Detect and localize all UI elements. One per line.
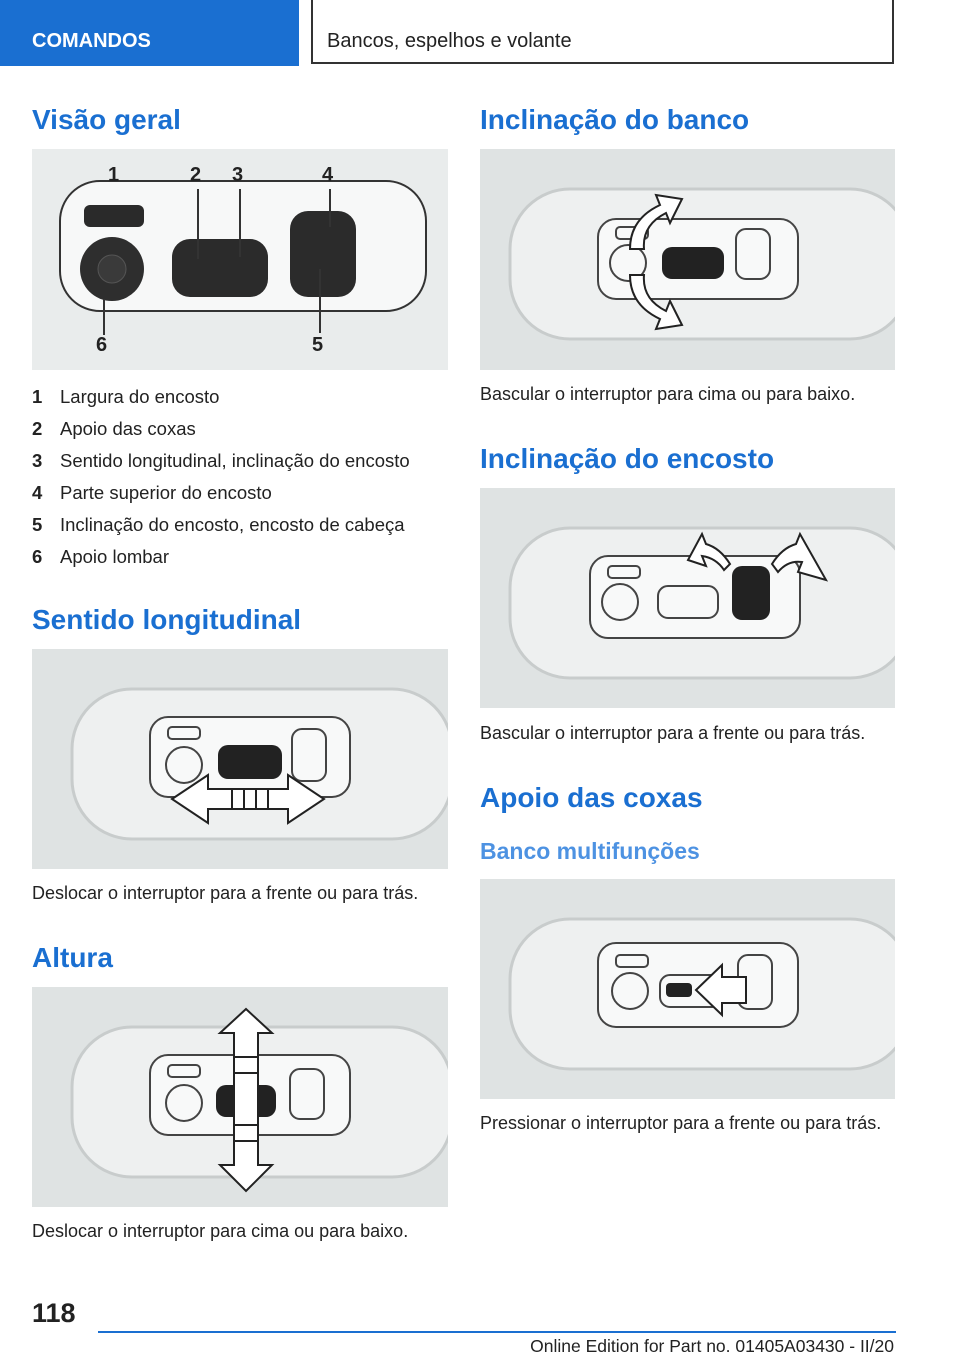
legend-item: 6 Apoio lombar — [32, 546, 170, 567]
footer-edition: Online Edition for Part no. 01405A03430 - II/20 — [530, 1336, 894, 1356]
legend-item: 2 Apoio das coxas — [32, 418, 196, 439]
longitudinal-figure — [32, 649, 448, 869]
heading-inclinacao-banco: Inclinação do banco — [480, 104, 750, 135]
legend-item: 3 Sentido longitudinal, inclinação do encosto — [32, 450, 410, 471]
heading-sentido-longitudinal: Sentido longitudinal — [32, 604, 302, 635]
chapter-label: Bancos, espelhos e volante — [327, 30, 572, 52]
caption-encosto: Bascular o interruptor para a frente ou para trás. — [480, 723, 866, 743]
legend-item: 5 Inclinação do encosto, encosto de cabeça — [32, 514, 405, 535]
legend-item: 4 Parte superior do encosto — [32, 482, 272, 503]
caption-altura: Deslocar o interruptor para cima ou para baixo. — [32, 1221, 409, 1241]
coxas-figure — [480, 879, 895, 1099]
caption-banco: Bascular o interruptor para cima ou para baixo. — [480, 384, 856, 404]
callout-5: 5 — [312, 334, 324, 356]
heading-inclinacao-encosto: Inclinação do encosto — [480, 443, 775, 474]
caption-coxas: Pressionar o interruptor para a frente ou para trás. — [480, 1113, 882, 1133]
section-label: COMANDOS — [32, 30, 151, 52]
section-tab — [0, 0, 299, 66]
encosto-figure — [480, 488, 895, 708]
caption-longitudinal: Deslocar o interruptor para a frente ou para trás. — [32, 883, 419, 903]
legend-item: 1 Largura do encosto — [32, 386, 220, 407]
heading-altura: Altura — [32, 942, 113, 973]
heading-visao-geral: Visão geral — [32, 104, 181, 135]
legend-list — [32, 381, 452, 573]
page-number: 118 — [32, 1298, 76, 1328]
chapter-box — [311, 0, 894, 64]
banco-figure — [480, 149, 895, 370]
subheading-banco-multifuncoes: Banco multifunções — [480, 838, 700, 864]
overview-figure — [32, 149, 448, 370]
altura-figure — [32, 987, 448, 1207]
callout-4: 4 — [322, 164, 334, 186]
heading-apoio-coxas: Apoio das coxas — [480, 782, 703, 813]
callout-3: 3 — [232, 164, 244, 186]
callout-1: 1 — [108, 164, 120, 186]
callout-6: 6 — [96, 334, 108, 356]
callout-2: 2 — [190, 164, 202, 186]
footer-divider — [98, 1331, 896, 1333]
